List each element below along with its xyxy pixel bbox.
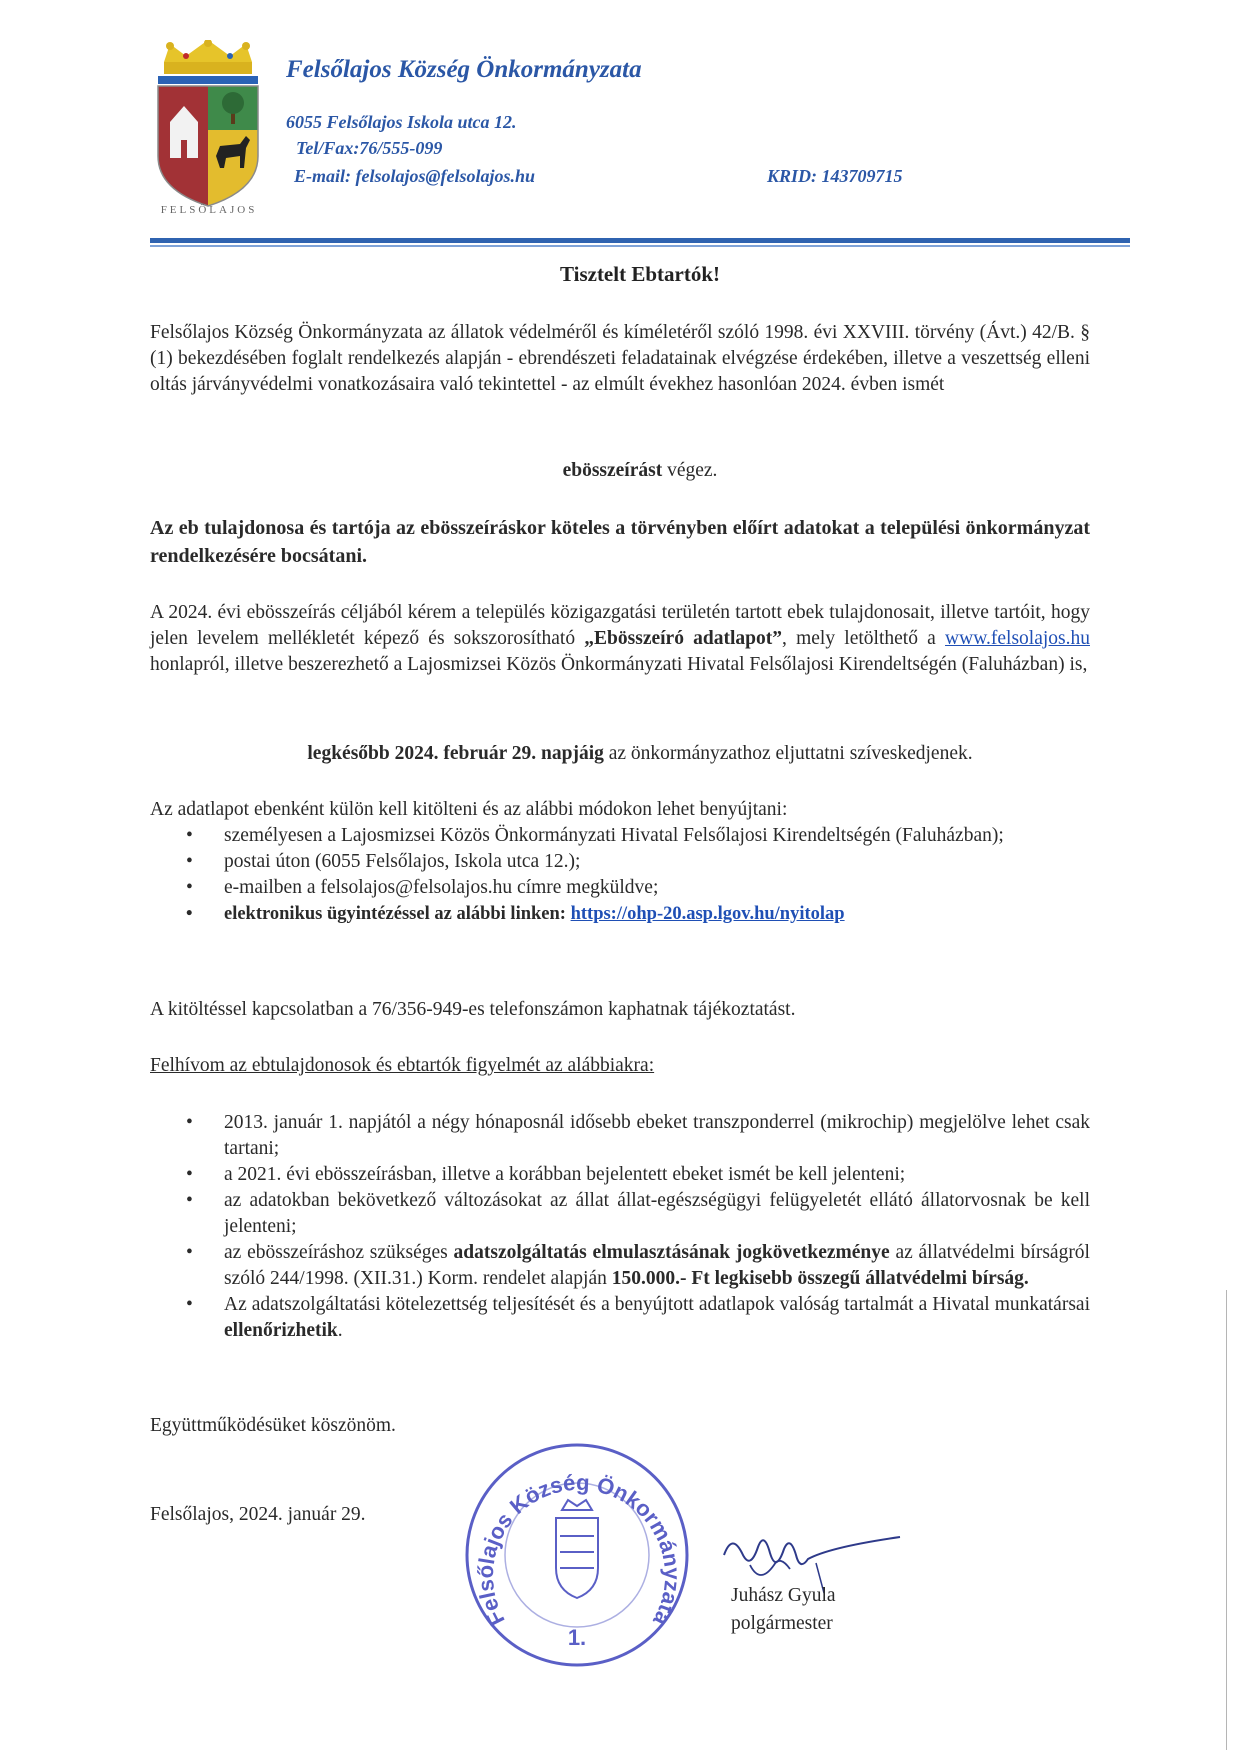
- electronic-admin-link[interactable]: https://ohp-20.asp.lgov.hu/nyitolap: [570, 904, 845, 924]
- submission-intro: Az adatlapot ebenként külön kell kitölteni és az alábbi módokon lehet benyújtani:: [150, 799, 788, 820]
- bullet: •: [186, 877, 193, 898]
- salutation: Tisztelt Ebtartók!: [559, 262, 720, 286]
- bullet: •: [186, 1242, 193, 1263]
- notice-penalty-c: az állatvédelmi bírságról szóló 244/1998. (XII.31.) Korm. rendelet alapján: [224, 1242, 1090, 1289]
- action-rest: végez.: [662, 460, 718, 481]
- notice-penalty-b: adatszolgáltatás elmulasztásának jogkövetkezménye: [453, 1242, 890, 1263]
- request-paragraph: [150, 600, 1090, 678]
- obligation-paragraph: Az eb tulajdonosa és tartója az ebösszeíráskor köteles a törvényben előírt adatokat a települési önkormányzat rendelkezésére bocsátani.: [150, 517, 1090, 567]
- form-name: „Ebösszeíró adatlapot”: [584, 628, 783, 649]
- bullet: •: [186, 1190, 193, 1211]
- submission-item-personal: személyesen a Lajosmizsei Közös Önkormányzati Hivatal Felsőlajosi Kirendeltségén (Faluházban);: [224, 825, 1004, 846]
- notice-verification-a: Az adatszolgáltatási kötelezettség teljesítését és a benyújtott adatlapok valóság tartalmát a Hivatal munkatársai: [224, 1294, 1090, 1315]
- stamp-text: Felsőlajos Község Önkormányzata: [472, 1469, 686, 1630]
- list-item: [150, 875, 1090, 901]
- list-item: [150, 901, 1090, 927]
- contact-paragraph: A kitöltéssel kapcsolatban a 76/356-949-es telefonszámon kaphatnak tájékoztatást.: [150, 999, 796, 1020]
- request-part1: A 2024. évi ebösszeírás céljából kérem a település közigazgatási területén tartott ebek tulajdonosait, illetve tartóit, hogy jelen levelem mellékletét képező és sokszorosítható: [150, 602, 1090, 649]
- request-part2: , mely letölthető a: [782, 628, 946, 649]
- place-date: Felsőlajos, 2024. január 29.: [150, 1504, 366, 1525]
- notice-verification: [224, 1292, 1090, 1344]
- bullet: •: [186, 851, 193, 872]
- bullet: •: [186, 904, 193, 924]
- coat-caption: FELSŐLAJOS: [160, 204, 258, 216]
- organization-address: 6055 Felsőlajos Iskola utca 12.: [286, 112, 517, 132]
- coat-of-arms-logo: [152, 40, 264, 210]
- submission-item-post: postai úton (6055 Felsőlajos, Iskola utca 12.);: [224, 851, 581, 872]
- notice-reregister: a 2021. évi ebösszeírásban, illetve a korábban bejelentett ebeket ismét be kell jelenteni;: [224, 1164, 906, 1185]
- list-item: [150, 1240, 1090, 1292]
- notice-verification-c: .: [337, 1320, 343, 1341]
- scan-edge-line: [1226, 1290, 1227, 1750]
- notice-verification-b: ellenőrizhetik: [224, 1320, 338, 1341]
- bullet: •: [186, 825, 193, 846]
- bullet: •: [186, 1164, 193, 1185]
- list-item: [150, 1110, 1090, 1162]
- notice-heading: Felhívom az ebtulajdonosok és ebtartók figyelmét az alábbiakra:: [150, 1055, 655, 1076]
- deadline-bold: legkésőbb 2024. február 29. napjáig: [307, 743, 604, 764]
- notice-penalty: [224, 1240, 1090, 1292]
- intro-paragraph: Felsőlajos Község Önkormányzata az állatok védelméről és kíméletéről szóló 1998. évi XXVIII. törvény (Ávt.) 42/B. § (1) bekezdésében foglalt rendelkezés alapján - ebrendészeti feladatainak elvégzése érdekében, illetve a veszettség elleni oltás járványvédelmi vonatkozásaira való tekintettel - az elmúlt évekhez hasonlóan 2024. évben ismét: [150, 322, 1090, 395]
- header-divider-thin: [150, 245, 1130, 247]
- list-item: [150, 1188, 1090, 1240]
- bullet: •: [186, 1294, 193, 1315]
- organization-krid: KRID: 143709715: [767, 166, 903, 186]
- submission-item-electronic: elektronikus ügyintézéssel az alábbi linken:: [224, 904, 571, 924]
- signer-title: polgármester: [731, 1613, 833, 1634]
- submission-item-email: e-mailben a felsolajos@felsolajos.hu címre megküldve;: [224, 877, 659, 898]
- notice-penalty-a: az ebösszeíráshoz szükséges: [224, 1242, 454, 1263]
- organization-email: E-mail: felsolajos@felsolajos.hu: [294, 166, 535, 186]
- header-divider: [150, 238, 1130, 243]
- official-stamp: [462, 1440, 692, 1670]
- website-link[interactable]: www.felsolajos.hu: [945, 628, 1090, 649]
- action-bold: ebösszeírást: [562, 460, 663, 481]
- stamp-number: 1.: [567, 1625, 587, 1650]
- notice-list: [150, 1110, 1090, 1344]
- notice-microchip: 2013. január 1. napjától a négy hónaposnál idősebb ebeket transzponderrel (mikrochip) megjelölve lehet csak tartani;: [224, 1112, 1090, 1159]
- list-item: [150, 849, 1090, 875]
- list-item: [150, 1292, 1090, 1344]
- organization-phone: Tel/Fax:76/555-099: [296, 138, 443, 158]
- list-item: [150, 823, 1090, 849]
- closing-line: Együttműködésüket köszönöm.: [150, 1415, 396, 1436]
- action-line: [150, 460, 1130, 482]
- signer-name: Juhász Gyula: [731, 1585, 836, 1606]
- bullet: •: [186, 1112, 193, 1133]
- submission-list: [150, 823, 1090, 927]
- list-item: [150, 1162, 1090, 1188]
- notice-penalty-d: 150.000.- Ft legkisebb összegű állatvédelmi bírság.: [611, 1268, 1029, 1289]
- deadline-rest: az önkormányzathoz eljuttatni szíveskedjenek.: [603, 743, 973, 764]
- request-part3: honlapról, illetve beszerezhető a Lajosmizsei Közös Önkormányzati Hivatal Felsőlajosi Kirendeltségén (Faluházban) is,: [150, 654, 1088, 675]
- notice-changes: az adatokban bekövetkező változásokat az állat állat-egészségügyi felügyeletét ellátó állatorvosnak be kell jelenteni;: [224, 1190, 1090, 1237]
- deadline-line: [150, 743, 1130, 765]
- organization-name: Felsőlajos Község Önkormányzata: [286, 56, 642, 83]
